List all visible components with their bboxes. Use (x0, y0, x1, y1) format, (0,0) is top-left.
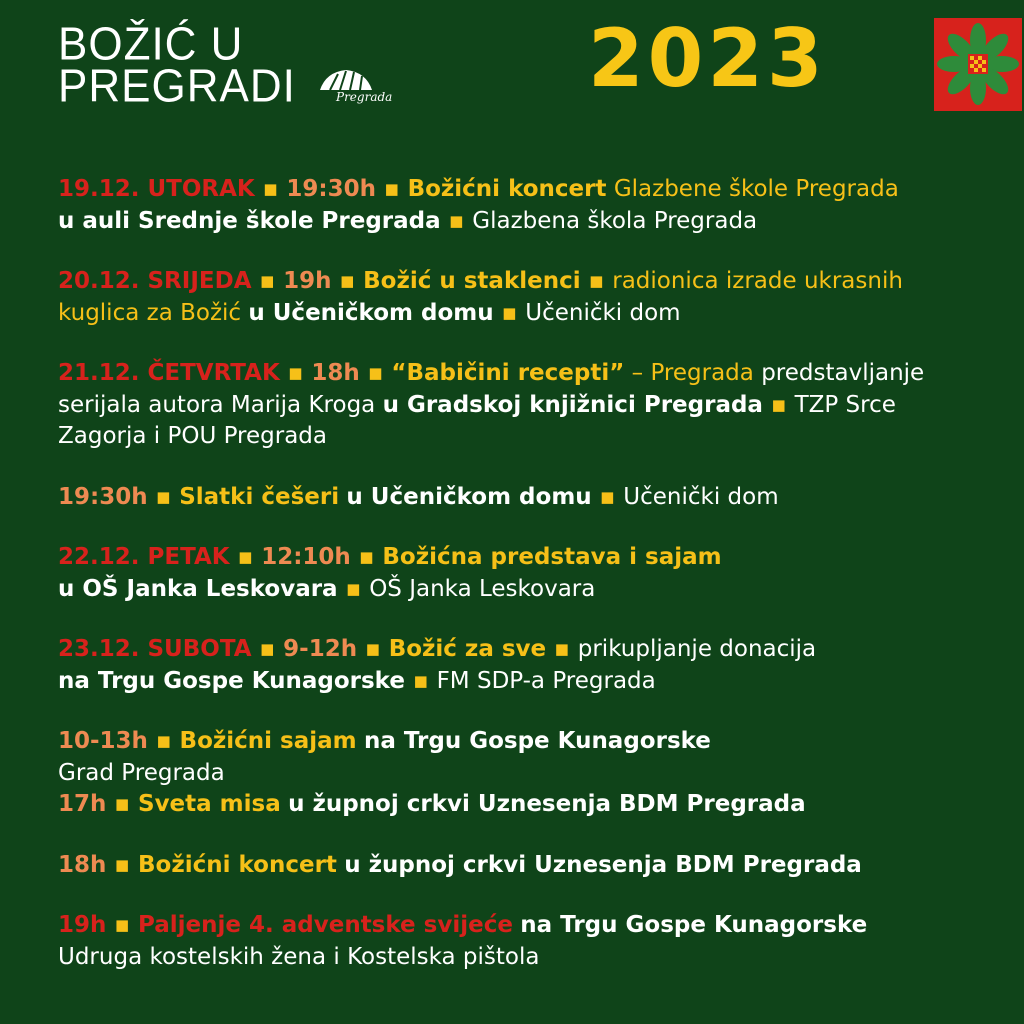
event-location: na Trgu Gospe Kunagorske (520, 912, 868, 938)
event-organizer: Učenički dom (623, 483, 779, 510)
event-organizer-cont: Zagorja i POU Pregrada (58, 423, 328, 449)
list-item: 20.12. SRIJEDA ▪ 19h ▪ Božić u staklenci ▪ radionica izrade ukrasnih kuglica za Božić u Učeničkom domu ▪ Učenički dom (58, 268, 903, 326)
event-organizer: Glazbena škola Pregrada (472, 207, 758, 234)
event-description: prikupljanje donacija (577, 636, 817, 662)
event-title: Božić u staklenci (363, 268, 581, 294)
event-description: predstavljanje (761, 360, 925, 386)
event-title: Slatki češeri (179, 483, 340, 510)
event-location: u OŠ Janka Leskovara (58, 575, 338, 602)
page-title (58, 18, 296, 113)
event-time: 17h (58, 791, 107, 817)
event-title: Paljenje 4. adventske svijeće (138, 912, 513, 938)
list-item: 18h ▪ Božićni koncert u župnoj crkvi Uznesenja BDM Pregrada (58, 851, 862, 878)
event-title: Božićna predstava i sajam (382, 544, 722, 570)
event-location: na Trgu Gospe Kunagorske (363, 728, 711, 754)
event-title: Božić za sve (388, 636, 547, 662)
event-title: Božićni koncert (138, 851, 337, 878)
event-description-cont: kuglica za Božić (58, 299, 242, 326)
event-date: 21.12. ČETVRTAK (58, 360, 280, 386)
event-organizer: FM SDP-a Pregrada (436, 667, 656, 694)
list-item: 10-13h ▪ Božićni sajam na Trgu Gospe Kunagorske Grad Pregrada (58, 728, 711, 786)
event-schedule (58, 174, 1008, 1002)
event-location: na Trgu Gospe Kunagorske (58, 667, 405, 694)
event-date: 23.12. SUBOTA (58, 636, 252, 662)
list-item: 19.12. UTORAK ▪ 19:30h ▪ Božićni koncert Glazbene škole Pregrada u auli Srednje škole Pregrada ▪ Glazbena škola Pregrada (58, 176, 899, 234)
event-organizer: OŠ Janka Leskovara (369, 575, 596, 602)
title-line-1: BOŽIĆ U (58, 18, 244, 71)
list-item: 22.12. PETAK ▪ 12:10h ▪ Božićna predstava i sajam u OŠ Janka Leskovara ▪ OŠ Janka Leskovara (58, 544, 722, 602)
event-title-rest: Glazbene škole Pregrada (613, 176, 899, 202)
event-time: 19:30h (58, 483, 148, 510)
title-line-2: PREGRADI (58, 60, 296, 113)
event-title: “Babičini recepti” (391, 360, 625, 386)
event-organizer: TZP Srce (794, 391, 896, 418)
event-time: 12:10h (261, 544, 351, 570)
event-date: 19.12. UTORAK (58, 176, 255, 202)
year: 2023 (588, 12, 827, 105)
hills-icon (316, 66, 376, 92)
red-flower-emblem (934, 18, 1022, 111)
event-location: u župnoj crkvi Uznesenja BDM Pregrada (288, 791, 806, 817)
event-organizer: Učenički dom (525, 299, 681, 326)
event-time: 9-12h (283, 636, 358, 662)
event-time: 10-13h (58, 728, 148, 754)
list-item: 19:30h ▪ Slatki češeri u Učeničkom domu ▪ Učenički dom (58, 483, 779, 510)
event-location: u Učeničkom domu (346, 483, 592, 510)
event-location: u župnoj crkvi Uznesenja BDM Pregrada (344, 851, 862, 878)
event-title: Božićni sajam (179, 728, 357, 754)
event-time: 19:30h (286, 176, 376, 202)
event-time: 18h (58, 851, 107, 878)
event-description-cont: serijala autora Marija Kroga (58, 391, 376, 418)
logo-text: Pregrada (336, 90, 393, 104)
event-date: 20.12. SRIJEDA (58, 268, 252, 294)
list-item: 19h ▪ Paljenje 4. adventske svijeće na Trgu Gospe Kunagorske Udruga kostelskih žena i Kostelska pištola (58, 912, 868, 970)
event-date: 22.12. PETAK (58, 544, 230, 570)
event-title: Sveta misa (138, 791, 281, 817)
event-organizer: Grad Pregrada (58, 759, 225, 786)
event-organizer: Udruga kostelskih žena i Kostelska pištola (58, 943, 540, 970)
event-time: 18h (311, 360, 360, 386)
event-location: u Gradskoj knjižnici Pregrada (382, 391, 763, 418)
event-title-rest: – Pregrada (631, 360, 754, 386)
event-location: u Učeničkom domu (248, 299, 494, 326)
list-item: 21.12. ČETVRTAK ▪ 18h ▪ “Babičini recepti” – Pregrada predstavljanje serijala autora Marija Kroga u Gradskoj knjižnici Pregrada ▪ TZP Srce Zagorja i POU Pregrada (58, 360, 925, 449)
list-item: 23.12. SUBOTA ▪ 9-12h ▪ Božić za sve ▪ prikupljanje donacija na Trgu Gospe Kunagorske ▪ FM SDP-a Pregrada (58, 636, 817, 694)
event-description: radionica izrade ukrasnih (612, 268, 903, 294)
event-time: 19h (283, 268, 332, 294)
pregrada-logo (312, 66, 396, 108)
event-location: u auli Srednje škole Pregrada (58, 207, 441, 234)
event-title: Božićni koncert (407, 176, 607, 202)
list-item: 17h ▪ Sveta misa u župnoj crkvi Uznesenja BDM Pregrada (58, 791, 806, 817)
event-time: 19h (58, 912, 107, 938)
